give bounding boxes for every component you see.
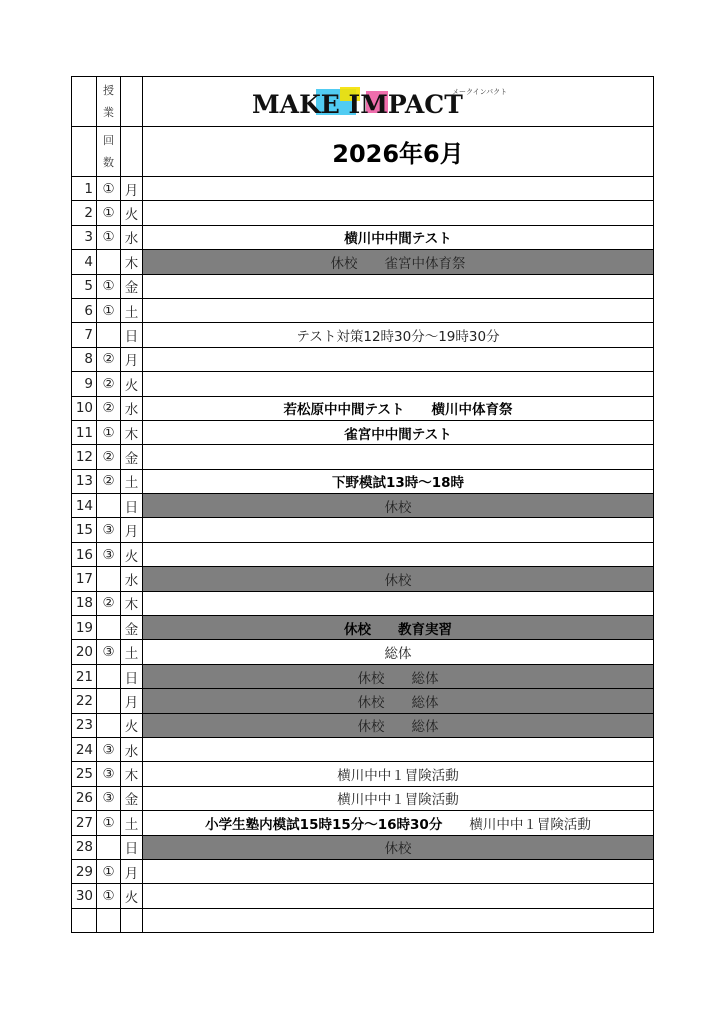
lesson-count-mark xyxy=(97,567,121,591)
header-empty-cell xyxy=(121,77,143,127)
lesson-count-mark xyxy=(97,616,121,640)
event-text: 横川中中１冒険活動 xyxy=(337,792,459,809)
lesson-count-mark xyxy=(97,664,121,688)
header-row-logo xyxy=(72,77,654,127)
event-cell xyxy=(143,884,654,908)
day-number: 7 xyxy=(72,323,97,347)
weekday: 月 xyxy=(121,689,143,713)
event-cell xyxy=(143,177,654,201)
event-cell xyxy=(143,567,654,591)
lesson-count-mark xyxy=(97,689,121,713)
logo-cell xyxy=(143,77,654,127)
event-text: 横川中中間テスト xyxy=(344,231,452,248)
event-cell xyxy=(143,616,654,640)
calendar-row xyxy=(72,737,654,761)
calendar-row xyxy=(72,372,654,396)
lesson-count-mark xyxy=(97,250,121,274)
calendar-row xyxy=(72,445,654,469)
weekday: 水 xyxy=(121,567,143,591)
day-number: 27 xyxy=(72,811,97,835)
calendar-row xyxy=(72,591,654,615)
event-cell xyxy=(143,908,654,932)
corner-cell xyxy=(72,127,97,177)
calendar-row xyxy=(72,494,654,518)
event-cell xyxy=(143,737,654,761)
event-cell xyxy=(143,396,654,420)
day-number: 16 xyxy=(72,542,97,566)
event-cell xyxy=(143,323,654,347)
weekday: 火 xyxy=(121,372,143,396)
day-number: 23 xyxy=(72,713,97,737)
header-row-title xyxy=(72,127,654,177)
calendar-row xyxy=(72,274,654,298)
event-text: 横川中中１冒険活動 xyxy=(442,816,591,833)
day-number: 4 xyxy=(72,250,97,274)
event-cell xyxy=(143,298,654,322)
calendar-row xyxy=(72,469,654,493)
event-cell xyxy=(143,591,654,615)
day-number: 26 xyxy=(72,786,97,810)
event-cell xyxy=(143,640,654,664)
weekday: 火 xyxy=(121,713,143,737)
calendar-row xyxy=(72,908,654,932)
lesson-count-mark: ② xyxy=(97,372,121,396)
day-number: 6 xyxy=(72,298,97,322)
day-number: 18 xyxy=(72,591,97,615)
day-number: 15 xyxy=(72,518,97,542)
day-number: 25 xyxy=(72,762,97,786)
calendar-row xyxy=(72,811,654,835)
event-cell xyxy=(143,762,654,786)
weekday: 月 xyxy=(121,347,143,371)
lesson-count-mark: ① xyxy=(97,201,121,225)
event-text: 雀宮中中間テスト xyxy=(344,426,452,443)
weekday: 日 xyxy=(121,664,143,688)
day-number: 21 xyxy=(72,664,97,688)
weekday: 土 xyxy=(121,298,143,322)
event-text: 休校 雀宮中体育祭 xyxy=(330,255,466,272)
lesson-count-mark: ③ xyxy=(97,786,121,810)
event-text: 若松原中中間テスト 横川中体育祭 xyxy=(283,402,513,419)
day-number: 3 xyxy=(72,225,97,249)
calendar-row xyxy=(72,250,654,274)
day-number: 22 xyxy=(72,689,97,713)
event-cell xyxy=(143,201,654,225)
event-cell xyxy=(143,420,654,444)
lesson-count-mark: ② xyxy=(97,347,121,371)
weekday: 金 xyxy=(121,445,143,469)
lesson-count-mark: ② xyxy=(97,469,121,493)
day-number: 1 xyxy=(72,177,97,201)
calendar-row xyxy=(72,225,654,249)
lesson-count-mark xyxy=(97,323,121,347)
event-text: 休校 総体 xyxy=(357,694,439,711)
event-cell xyxy=(143,274,654,298)
day-number: 11 xyxy=(72,420,97,444)
calendar-row xyxy=(72,396,654,420)
event-cell xyxy=(143,664,654,688)
event-cell xyxy=(143,469,654,493)
calendar-row xyxy=(72,835,654,859)
lesson-count-mark xyxy=(97,494,121,518)
event-cell xyxy=(143,835,654,859)
label-char: 数 xyxy=(103,155,114,169)
lesson-count-mark: ③ xyxy=(97,542,121,566)
weekday: 月 xyxy=(121,177,143,201)
event-text: テスト対策12時30分～19時30分 xyxy=(296,329,500,346)
event-cell xyxy=(143,786,654,810)
calendar-row xyxy=(72,640,654,664)
weekday: 木 xyxy=(121,762,143,786)
day-number: 29 xyxy=(72,859,97,883)
event-cell xyxy=(143,445,654,469)
weekday: 水 xyxy=(121,737,143,761)
event-text: 休校 総体 xyxy=(357,719,439,736)
label-char: 授 xyxy=(103,83,114,97)
weekday: 金 xyxy=(121,616,143,640)
event-cell xyxy=(143,542,654,566)
logo-text: MAKE IMPACT xyxy=(252,89,463,119)
day-number: 28 xyxy=(72,835,97,859)
weekday: 水 xyxy=(121,396,143,420)
lesson-count-mark: ② xyxy=(97,445,121,469)
weekday: 金 xyxy=(121,786,143,810)
lesson-count-mark: ② xyxy=(97,396,121,420)
lesson-count-mark: ① xyxy=(97,225,121,249)
event-text: 休校 xyxy=(384,499,412,516)
calendar-row xyxy=(72,201,654,225)
weekday: 日 xyxy=(121,835,143,859)
weekday: 火 xyxy=(121,542,143,566)
weekday: 水 xyxy=(121,225,143,249)
calendar-row xyxy=(72,689,654,713)
weekday: 火 xyxy=(121,884,143,908)
calendar-row xyxy=(72,298,654,322)
day-number xyxy=(72,908,97,932)
day-number: 10 xyxy=(72,396,97,420)
weekday: 月 xyxy=(121,518,143,542)
corner-cell xyxy=(72,77,97,127)
event-cell xyxy=(143,225,654,249)
day-number: 20 xyxy=(72,640,97,664)
event-cell xyxy=(143,372,654,396)
weekday: 木 xyxy=(121,250,143,274)
weekday: 月 xyxy=(121,859,143,883)
lesson-count-mark: ① xyxy=(97,274,121,298)
day-number: 12 xyxy=(72,445,97,469)
lesson-count-mark: ③ xyxy=(97,518,121,542)
event-text: 下野模試13時～18時 xyxy=(331,475,465,492)
lesson-count-mark xyxy=(97,908,121,932)
day-number: 19 xyxy=(72,616,97,640)
weekday: 土 xyxy=(121,640,143,664)
calendar-row xyxy=(72,177,654,201)
weekday: 日 xyxy=(121,323,143,347)
event-cell xyxy=(143,713,654,737)
calendar-row xyxy=(72,347,654,371)
label-char: 業 xyxy=(103,105,114,119)
lesson-count-mark xyxy=(97,713,121,737)
calendar-row xyxy=(72,616,654,640)
weekday: 火 xyxy=(121,201,143,225)
day-number: 9 xyxy=(72,372,97,396)
calendar-row xyxy=(72,884,654,908)
lesson-count-mark: ① xyxy=(97,420,121,444)
header-count-label xyxy=(97,127,121,177)
calendar-row xyxy=(72,713,654,737)
lesson-count-mark: ③ xyxy=(97,762,121,786)
calendar-row xyxy=(72,859,654,883)
lesson-count-mark: ① xyxy=(97,884,121,908)
lesson-count-mark: ③ xyxy=(97,640,121,664)
event-text: 総体 xyxy=(384,646,412,663)
lesson-count-mark: ① xyxy=(97,177,121,201)
weekday: 土 xyxy=(121,811,143,835)
event-text: 横川中中１冒険活動 xyxy=(337,768,459,785)
lesson-count-mark xyxy=(97,835,121,859)
weekday: 金 xyxy=(121,274,143,298)
page-title: 2026年6月 xyxy=(143,127,654,177)
weekday: 日 xyxy=(121,494,143,518)
schedule-table xyxy=(71,76,654,933)
event-cell xyxy=(143,250,654,274)
day-number: 14 xyxy=(72,494,97,518)
event-text: 小学生塾内模試15時15分～16時30分 xyxy=(205,816,443,833)
event-cell xyxy=(143,689,654,713)
logo-sub: メークインパクト xyxy=(452,87,508,96)
day-number: 30 xyxy=(72,884,97,908)
calendar-row xyxy=(72,323,654,347)
day-number: 13 xyxy=(72,469,97,493)
calendar-row xyxy=(72,420,654,444)
lesson-count-mark: ① xyxy=(97,811,121,835)
event-text: 休校 xyxy=(384,572,412,589)
lesson-count-mark: ① xyxy=(97,298,121,322)
event-cell xyxy=(143,347,654,371)
day-number: 8 xyxy=(72,347,97,371)
label-char: 回 xyxy=(103,133,114,147)
header-empty-cell xyxy=(121,127,143,177)
day-number: 2 xyxy=(72,201,97,225)
calendar-row xyxy=(72,567,654,591)
lesson-count-mark: ③ xyxy=(97,737,121,761)
lesson-count-mark: ① xyxy=(97,859,121,883)
event-text: 休校 総体 xyxy=(357,670,439,687)
weekday: 木 xyxy=(121,420,143,444)
day-number: 5 xyxy=(72,274,97,298)
make-impact-logo xyxy=(248,85,548,119)
calendar-row xyxy=(72,664,654,688)
weekday: 土 xyxy=(121,469,143,493)
lesson-count-mark: ② xyxy=(97,591,121,615)
calendar-row xyxy=(72,518,654,542)
header-lesson-label xyxy=(97,77,121,127)
event-cell xyxy=(143,518,654,542)
event-cell xyxy=(143,811,654,835)
day-number: 17 xyxy=(72,567,97,591)
calendar-row xyxy=(72,762,654,786)
weekday: 木 xyxy=(121,591,143,615)
event-cell xyxy=(143,859,654,883)
day-number: 24 xyxy=(72,737,97,761)
weekday xyxy=(121,908,143,932)
event-text: 休校 教育実習 xyxy=(344,621,452,638)
calendar-row xyxy=(72,786,654,810)
event-text: 休校 xyxy=(384,841,412,858)
calendar-row xyxy=(72,542,654,566)
event-cell xyxy=(143,494,654,518)
